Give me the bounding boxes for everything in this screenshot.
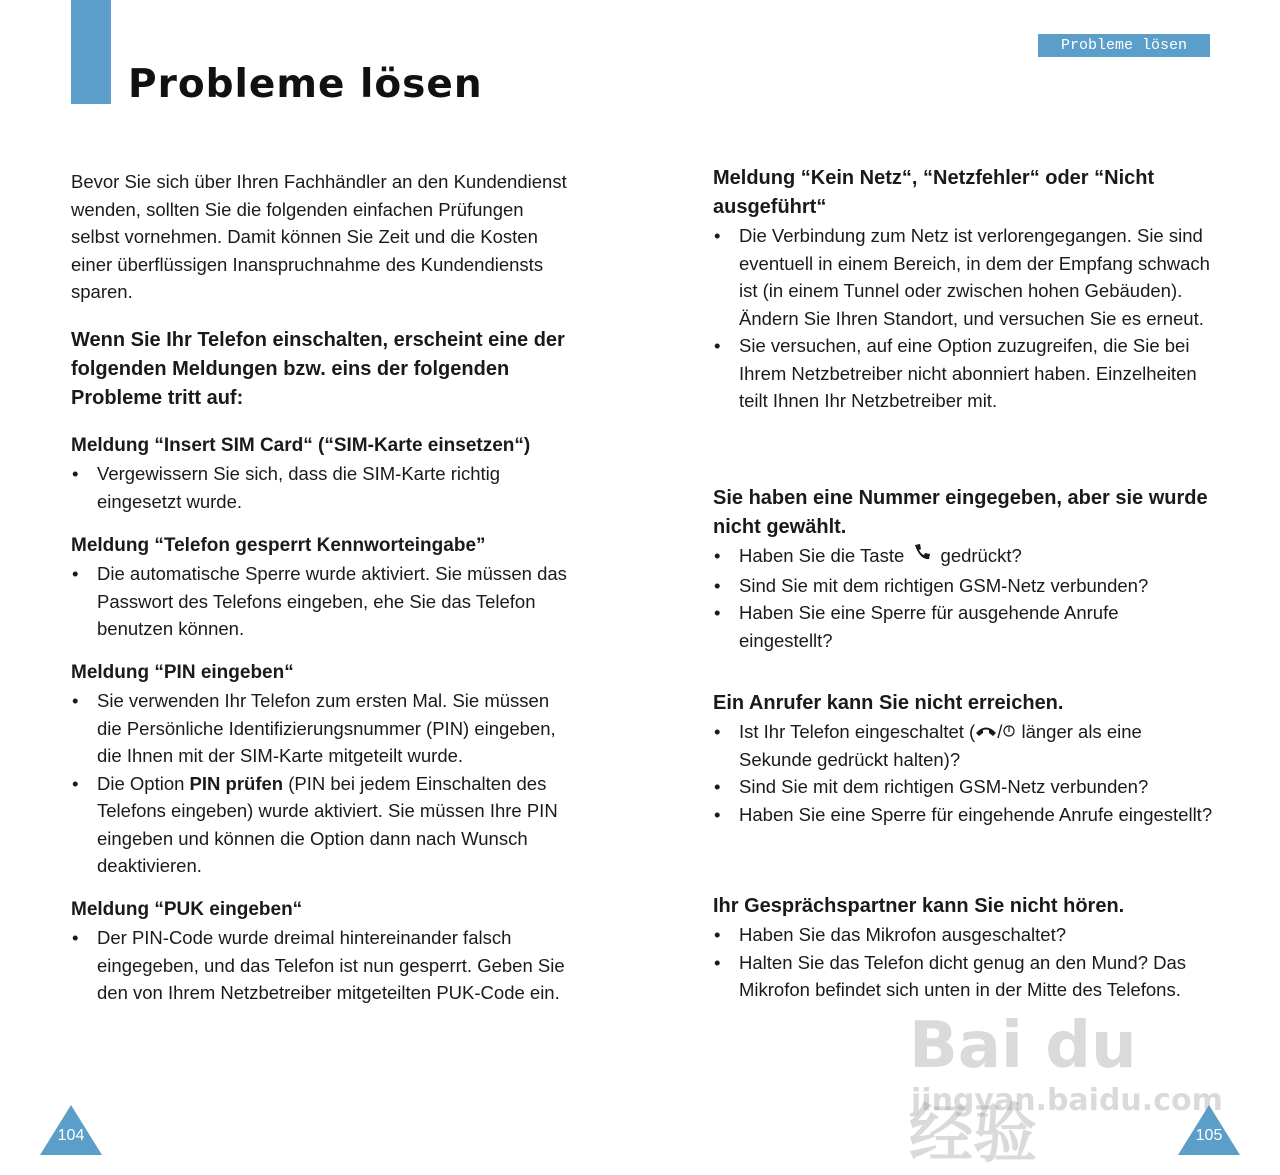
bullet-list [71,560,571,643]
no-network-item [713,164,1213,415]
list-item: • Vergewissern Sie sich, dass die SIM-Karte richtig eingesetzt wurde. [71,460,571,515]
list-item: • Halten Sie das Telefon dicht genug an den Mund? Das Mikrofon befindet sich unten in der Mitte des Telefons. [713,949,1213,1004]
list-item: • Die automatische Sperre wurde aktiviert. Sie müssen das Passwort des Telefons eingeben, ehe Sie das Telefon benutzen können. [71,560,571,643]
list-item: • Haben Sie das Mikrofon ausgeschaltet? [713,921,1213,949]
startup-problems-section [71,326,571,413]
list-item: • Haben Sie eine Sperre für ausgehende Anrufe eingestellt? [713,599,1213,654]
separator-slash-icon: / [997,721,1003,742]
bullet-list [713,921,1213,1004]
insert-sim-item [71,432,571,515]
page-number-text: 104 [57,1127,85,1144]
bullet-list [71,924,571,1007]
item-heading: Ihr Gesprächspartner kann Sie nicht hören. [713,895,1125,917]
watermark-brand: Bai du 经验 [909,1009,1137,1172]
item-heading: Meldung “Insert SIM Card“ (“SIM-Karte einsetzen“) [71,435,531,456]
list-item: • Sie versuchen, auf eine Option zuzugreifen, die Sie bei Ihrem Netzbetreiber nicht abonniert haben. Einzelheiten teilt Ihnen Ihr Netzbetreiber mit. [713,332,1213,415]
number-not-dialed-item [713,484,1213,654]
section-tab: Probleme lösen [1038,34,1210,57]
bullet-list [71,687,571,880]
text-segment: Ist Ihr Telefon eingeschaltet ( [739,721,976,742]
list-item [713,542,1213,572]
item-heading: Ein Anrufer kann Sie nicht erreichen. [713,692,1064,714]
page-number-text: 105 [1195,1127,1223,1144]
text-segment: gedrückt? [935,545,1022,566]
list-item: • Sie verwenden Ihr Telefon zum ersten Mal. Sie müssen die Persönliche Identifizierungsnummer (PIN) eingeben, die Ihnen mit der SIM-Karte mitgeteilt wurde. [71,687,571,770]
bullet-list [713,542,1213,654]
bullet-list [71,460,571,515]
title-accent-bar [71,0,111,104]
list-item: • Die Verbindung zum Netz ist verlorengegangen. Sie sind eventuell in einem Bereich, in dem der Empfang schwach ist (in einem Tunnel oder zwischen hohen Gebäuden). Ändern Sie Ihren Standort, und versuchen Sie es erneut. [713,222,1213,332]
pin-item [71,659,571,880]
page-number-left [40,1105,102,1155]
page-title: Probleme lösen [128,62,483,107]
item-heading: Sie haben eine Nummer eingegeben, aber sie wurde nicht gewählt. [713,487,1208,538]
puk-item [71,896,571,1007]
text-segment: länger als eine Sekunde gedrückt halten)? [739,721,1142,770]
partner-cannot-hear-item [713,892,1213,1004]
list-item: • Haben Sie eine Sperre für eingehende Anrufe eingestellt? [713,801,1213,829]
item-heading: Meldung “PIN eingeben“ [71,662,294,683]
watermark-url: jingyan.baidu.com [911,1083,1223,1118]
item-heading: Meldung “Kein Netz“, “Netzfehler“ oder “Nicht ausgeführt“ [713,167,1155,218]
list-item: • Der PIN-Code wurde dreimal hintereinander falsch eingegeben, und das Telefon ist nun gesperrt. Geben Sie den von Ihrem Netzbetreiber mitgeteilten PUK-Code ein. [71,924,571,1007]
list-item [71,770,571,880]
option-name: PIN prüfen [189,772,284,794]
text-segment: (PIN bei jedem Einschalten des Telefons eingeben) wurde aktiviert. Sie müssen Ihre PIN eingeben und können die Option dann nach Wunsch deaktivieren. [97,772,558,876]
list-item: • Sind Sie mit dem richtigen GSM-Netz verbunden? [713,572,1213,600]
item-heading: Meldung “PUK eingeben“ [71,899,303,920]
intro-paragraph: Bevor Sie sich über Ihren Fachhändler an den Kundendienst wenden, sollten Sie die folgenden einfachen Prüfungen selbst vornehmen. Damit können Sie Zeit und die Kosten einer überflüssigen Inanspruchnahme des Kundendiensts sparen. [71,171,567,302]
power-icon [1002,721,1016,742]
page-number-right [1178,1105,1240,1155]
bullet-list [713,222,1213,415]
section-heading: Wenn Sie Ihr Telefon einschalten, erscheint eine der folgenden Meldungen bzw. eins der folgenden Probleme tritt auf: [71,329,565,409]
text-segment: Haben Sie die Taste [739,545,910,566]
list-item [713,718,1213,773]
text-segment: Die Option [97,772,190,794]
send-key-icon [909,542,935,572]
end-key-icon [975,721,997,742]
phone-locked-item [71,532,571,643]
item-heading: Meldung “Telefon gesperrt Kennworteingabe” [71,535,486,556]
bullet-list [713,718,1213,828]
list-item: • Sind Sie mit dem richtigen GSM-Netz verbunden? [713,773,1213,801]
caller-cannot-reach-item [713,689,1213,828]
